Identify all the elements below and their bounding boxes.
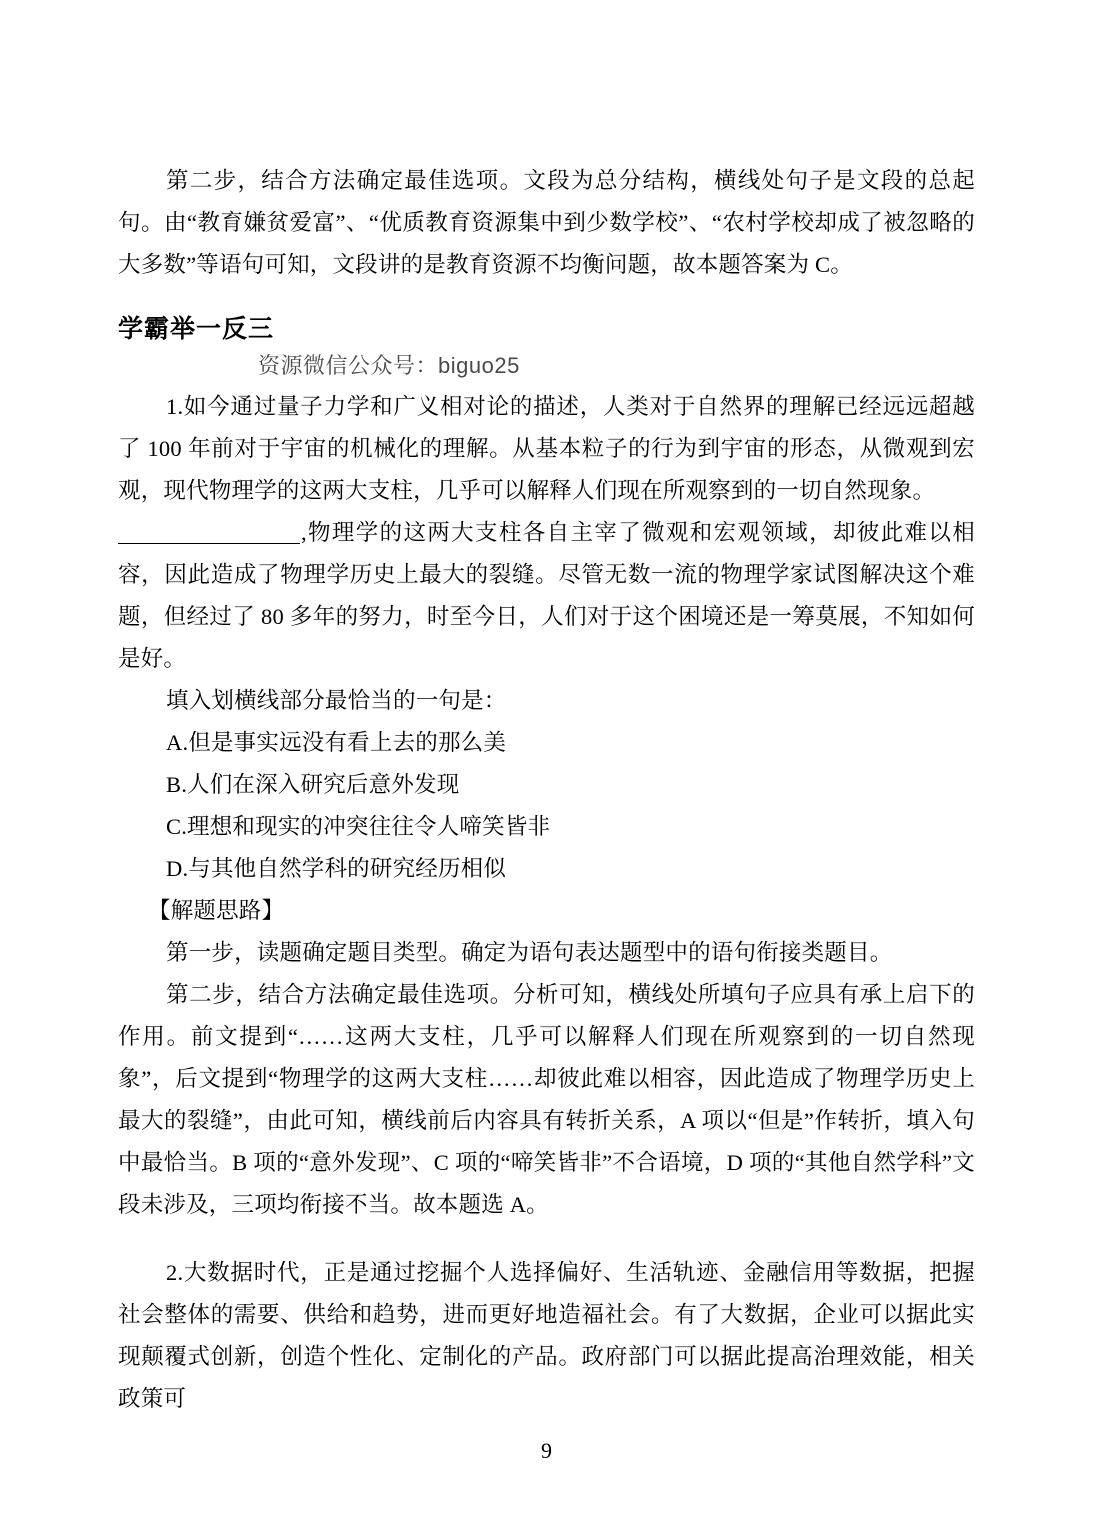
question1-stem-part2: ,物理学的这两大支柱各自主宰了微观和宏观领域，却彼此难以相容，因此造成了物理学历史上最大的裂缝。尽管无数一流的物理学家试图解决这个难题，但经过了 80 多年的努力，时至今日，人们对于这个困境还是一筹莫展，不知如何是好。 [118,520,975,671]
question1-analysis [118,890,975,1226]
analysis-step-1: 第一步，读题确定题目类型。确定为语句表达题型中的语句衔接类题目。 [166,940,893,965]
question1-block [118,386,975,722]
question1-stem-continued [118,512,975,680]
option-d: D.与其他自然学科的研究经历相似 [166,856,507,881]
option-b: B.人们在深入研究后意外发现 [166,772,460,797]
fill-in-blank-line [118,521,300,544]
question2-block [118,1252,975,1420]
question1-stem-part1: 1.如今通过量子力学和广义相对论的描述，人类对于自然界的理解已经远远超越了 100 年前对于宇宙的机械化的理解。从基本粒子的行为到宇宙的形态，从微观到宏观，现代物理学的这两大支柱，几乎可以解释人们现在所观察到的一切自然现象。 [118,394,975,503]
option-c: C.理想和现实的冲突往往令人啼笑皆非 [166,814,551,839]
analysis-step-2: 第二步，结合方法确定最佳选项。分析可知，横线处所填句子应具有承上启下的作用。前文提到“……这两大支柱，几乎可以解释人们现在所观察到的一切自然现象”，后文提到“物理学的这两大支柱……却彼此难以相容，因此造成了物理学历史上最大的裂缝”，由此可知，横线前后内容具有转折关系，A 项以“但是”作转折，填入句中最恰当。B 项的“意外发现”、C 项的“啼笑皆非”不合语境，D 项的“其他自然学科”文段未涉及，三项均衔接不当。故本题选 A。 [118,982,975,1217]
analysis-label: 【解题思路】 [148,898,285,923]
top-explanation-block [118,160,975,286]
page-number: 9 [541,1438,552,1463]
question2-stem: 2.大数据时代，正是通过挖掘个人选择偏好、生活轨迹、金融信用等数据，把握社会整体的需要、供给和趋势，进而更好地造福社会。有了大数据，企业可以据此实现颠覆式创新，创造个性化、定制化的产品。政府部门可以据此提高治理效能，相关政策可 [118,1260,975,1411]
option-a: A.但是事实远没有看上去的那么美 [166,730,507,755]
question1-prompt: 填入划横线部分最恰当的一句是： [166,688,507,713]
question1-stem [118,386,975,512]
question1-options [118,722,975,890]
top-explanation-paragraph: 第二步，结合方法确定最佳选项。文段为总分结构，横线处句子是文段的总起句。由“教育嫌贫爱富”、“优质教育资源集中到少数学校”、“农村学校却成了被忽略的大多数”等语句可知，文段讲的是教育资源不均衡问题，故本题答案为 C。 [118,168,975,277]
section-title: 学霸举一反三 [118,314,275,343]
watermark-text: 资源微信公众号：biguo25 [258,353,520,378]
